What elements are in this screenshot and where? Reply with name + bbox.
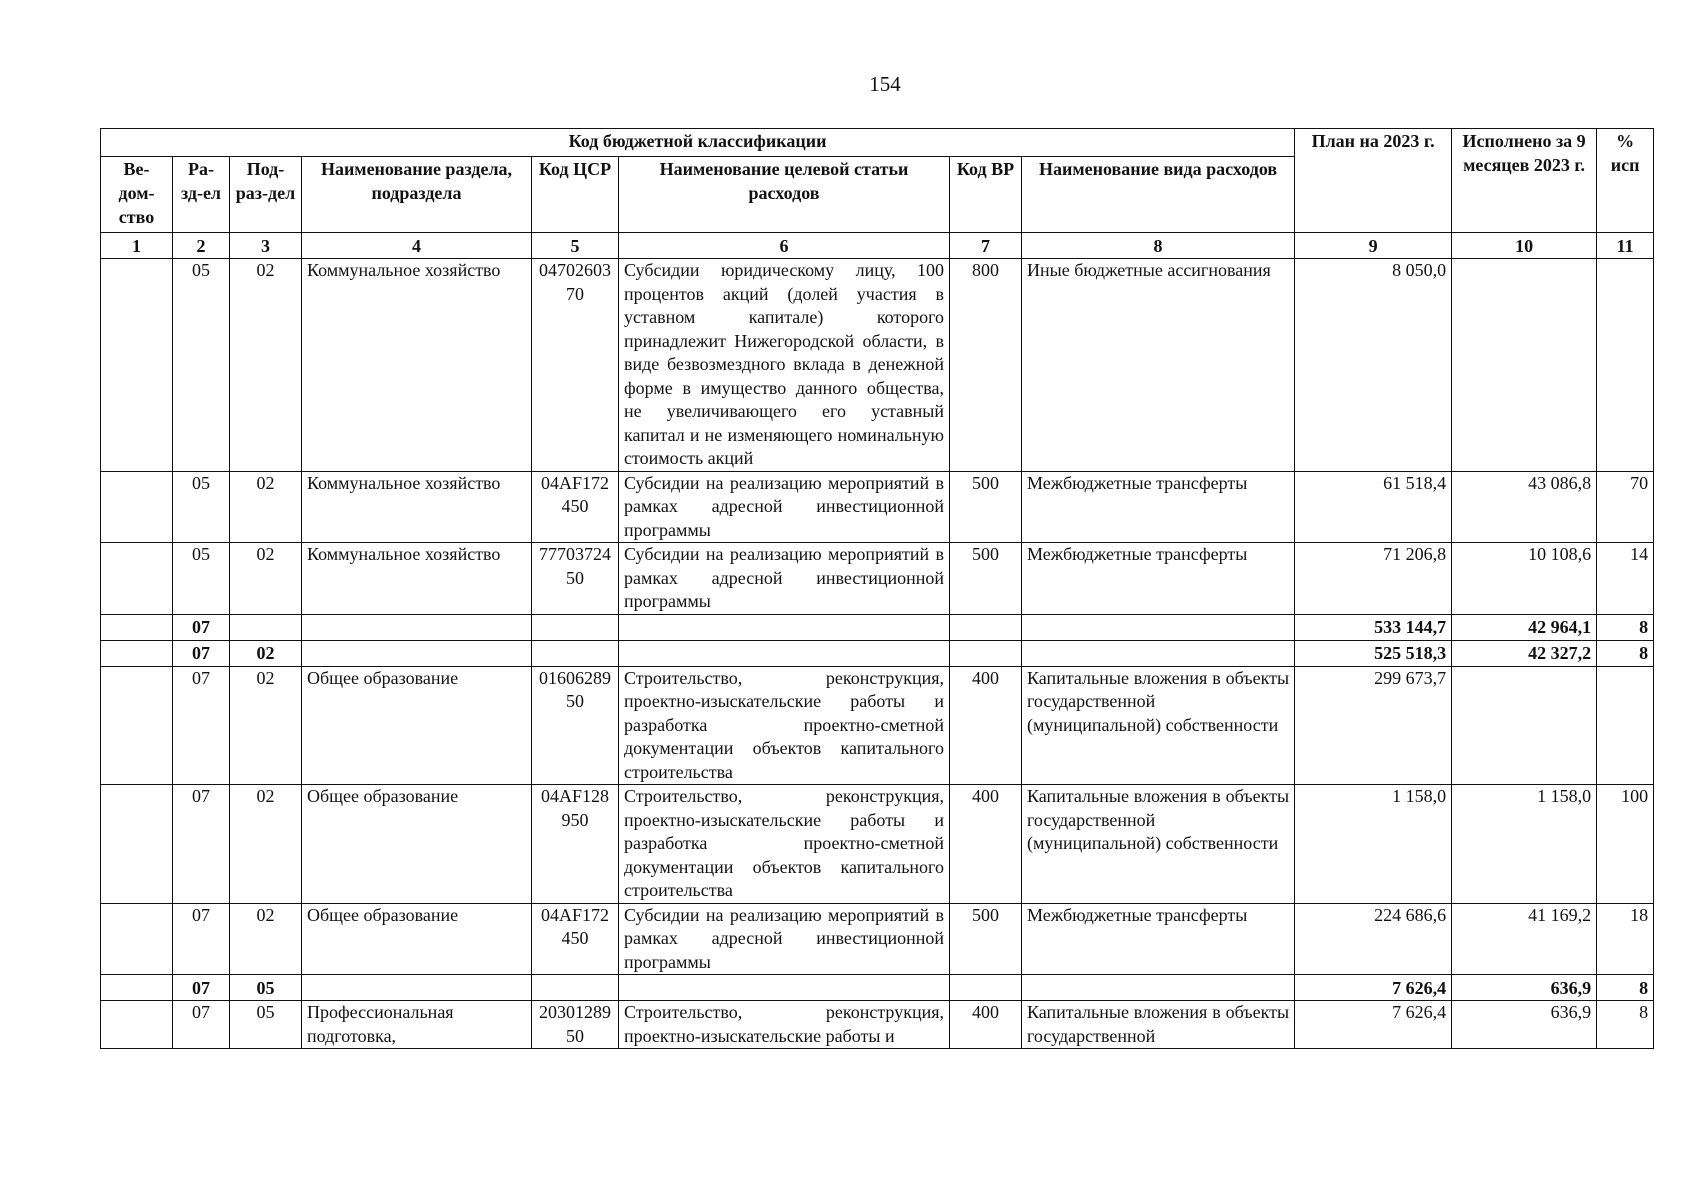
header-plan: План на 2023 г. (1295, 129, 1452, 233)
cell-done: 636,9 (1452, 1001, 1597, 1049)
cell-razdel-name: Коммунальное хозяйство (302, 259, 532, 472)
cell-razdel: 05 (173, 259, 230, 472)
table-row (101, 903, 1654, 975)
cell-ved (101, 785, 173, 904)
cell-pct: 8 (1597, 614, 1654, 640)
cell-podrazdel: 02 (230, 259, 302, 472)
cell-razdel-name: Коммунальное хозяйство (302, 543, 532, 615)
column-number-row (101, 233, 1654, 259)
column-number: 9 (1295, 233, 1452, 259)
cell-plan: 525 518,3 (1295, 640, 1452, 666)
header-csr: Код ЦСР (532, 157, 619, 233)
cell-vr: 500 (950, 543, 1022, 615)
cell-csr: 2030128950 (532, 1001, 619, 1049)
cell-razdel: 05 (173, 543, 230, 615)
cell-csr: 04AF172450 (532, 903, 619, 975)
header-group-title: Код бюджетной классификации (101, 129, 1295, 157)
column-number: 8 (1022, 233, 1295, 259)
cell-target-name: Строительство, реконструкция, проектно-изыскательские работы и разработка проектно-сметной документации объектов капитального строительства (619, 785, 950, 904)
cell-target-name: Субсидии на реализацию мероприятий в рамках адресной инвестиционной программы (619, 471, 950, 543)
column-number: 5 (532, 233, 619, 259)
cell-csr: 04AF128950 (532, 785, 619, 904)
cell-target-name: Субсидии юридическому лицу, 100 процентов акций (долей участия в уставном капитале) которого принадлежит Нижегородской области, в виде безвозмездного вклада в денежной форме в имущество данного общества, не увеличивающего его уставный капитал и не изменяющего номинальную стоимость акций (619, 259, 950, 472)
cell-razdel: 07 (173, 640, 230, 666)
table-header (101, 129, 1654, 233)
table-row (101, 785, 1654, 904)
header-vr: Код ВР (950, 157, 1022, 233)
cell-vr (950, 640, 1022, 666)
cell-vr-name (1022, 614, 1295, 640)
cell-target-name (619, 640, 950, 666)
cell-vr-name (1022, 975, 1295, 1001)
cell-target-name: Субсидии на реализацию мероприятий в рамках адресной инвестиционной программы (619, 903, 950, 975)
cell-razdel: 07 (173, 1001, 230, 1049)
cell-razdel: 07 (173, 903, 230, 975)
cell-razdel-name: Коммунальное хозяйство (302, 471, 532, 543)
cell-csr: 0160628950 (532, 666, 619, 785)
cell-podrazdel (230, 614, 302, 640)
cell-podrazdel: 02 (230, 903, 302, 975)
cell-ved (101, 903, 173, 975)
cell-csr (532, 975, 619, 1001)
cell-vr: 400 (950, 785, 1022, 904)
cell-razdel: 07 (173, 666, 230, 785)
header-razdel: Ра-зд-ел (173, 157, 230, 233)
cell-target-name: Строительство, реконструкция, проектно-изыскательские работы и разработка проектно-сметной документации объектов капитального строительства (619, 666, 950, 785)
cell-vr-name: Межбюджетные трансферты (1022, 903, 1295, 975)
table-row (101, 666, 1654, 785)
cell-vr-name: Капитальные вложения в объекты государственной (1022, 1001, 1295, 1049)
cell-razdel-name (302, 975, 532, 1001)
table-row (101, 543, 1654, 615)
cell-vr-name: Капитальные вложения в объекты государственной (муниципальной) собственности (1022, 785, 1295, 904)
column-number: 2 (173, 233, 230, 259)
cell-target-name (619, 614, 950, 640)
cell-csr (532, 640, 619, 666)
table-body (101, 233, 1654, 1049)
table-row (101, 1001, 1654, 1049)
cell-done: 10 108,6 (1452, 543, 1597, 615)
cell-pct: 100 (1597, 785, 1654, 904)
cell-vr: 400 (950, 1001, 1022, 1049)
cell-done (1452, 666, 1597, 785)
cell-razdel: 07 (173, 785, 230, 904)
cell-plan: 7 626,4 (1295, 1001, 1452, 1049)
cell-podrazdel: 05 (230, 975, 302, 1001)
cell-done: 41 169,2 (1452, 903, 1597, 975)
cell-ved (101, 471, 173, 543)
cell-done (1452, 259, 1597, 472)
header-target-name: Наименование целевой статьи расходов (619, 157, 950, 233)
total-row (101, 614, 1654, 640)
cell-done: 43 086,8 (1452, 471, 1597, 543)
cell-vr (950, 975, 1022, 1001)
cell-pct: 18 (1597, 903, 1654, 975)
cell-pct (1597, 259, 1654, 472)
cell-razdel: 05 (173, 471, 230, 543)
header-ved: Ве-дом-ство (101, 157, 173, 233)
header-razdel-name: Наименование раздела, подраздела (302, 157, 532, 233)
cell-done: 42 964,1 (1452, 614, 1597, 640)
cell-ved (101, 1001, 173, 1049)
cell-vr: 500 (950, 903, 1022, 975)
cell-podrazdel: 02 (230, 785, 302, 904)
cell-razdel-name (302, 614, 532, 640)
cell-vr: 400 (950, 666, 1022, 785)
cell-razdel-name: Профессиональная подготовка, (302, 1001, 532, 1049)
cell-pct: 8 (1597, 975, 1654, 1001)
cell-ved (101, 666, 173, 785)
cell-plan: 61 518,4 (1295, 471, 1452, 543)
header-done: Исполнено за 9 месяцев 2023 г. (1452, 129, 1597, 233)
cell-plan: 299 673,7 (1295, 666, 1452, 785)
table-row (101, 471, 1654, 543)
cell-target-name: Строительство, реконструкция, проектно-изыскательские работы и (619, 1001, 950, 1049)
column-number: 7 (950, 233, 1022, 259)
header-vr-name: Наименование вида расходов (1022, 157, 1295, 233)
cell-razdel-name (302, 640, 532, 666)
cell-csr: 0470260370 (532, 259, 619, 472)
total-row (101, 640, 1654, 666)
cell-done: 42 327,2 (1452, 640, 1597, 666)
cell-plan: 533 144,7 (1295, 614, 1452, 640)
cell-razdel: 07 (173, 975, 230, 1001)
cell-razdel-name: Общее образование (302, 785, 532, 904)
cell-podrazdel: 02 (230, 471, 302, 543)
cell-pct: 8 (1597, 1001, 1654, 1049)
column-number: 3 (230, 233, 302, 259)
cell-podrazdel: 05 (230, 1001, 302, 1049)
cell-csr: 04AF172450 (532, 471, 619, 543)
cell-podrazdel: 02 (230, 640, 302, 666)
cell-podrazdel: 02 (230, 666, 302, 785)
cell-vr-name: Иные бюджетные ассигнования (1022, 259, 1295, 472)
cell-vr-name: Капитальные вложения в объекты государственной (муниципальной) собственности (1022, 666, 1295, 785)
column-number: 4 (302, 233, 532, 259)
cell-razdel-name: Общее образование (302, 903, 532, 975)
cell-pct: 14 (1597, 543, 1654, 615)
cell-razdel-name: Общее образование (302, 666, 532, 785)
cell-razdel: 07 (173, 614, 230, 640)
cell-done: 1 158,0 (1452, 785, 1597, 904)
cell-ved (101, 975, 173, 1001)
cell-ved (101, 640, 173, 666)
cell-vr (950, 614, 1022, 640)
cell-ved (101, 614, 173, 640)
cell-pct (1597, 666, 1654, 785)
cell-target-name: Субсидии на реализацию мероприятий в рамках адресной инвестиционной программы (619, 543, 950, 615)
page-number: 154 (869, 72, 901, 96)
column-number: 6 (619, 233, 950, 259)
cell-plan: 8 050,0 (1295, 259, 1452, 472)
cell-podrazdel: 02 (230, 543, 302, 615)
cell-vr-name (1022, 640, 1295, 666)
header-pct: % исп (1597, 129, 1654, 233)
header-podrazdel: Под-раз-дел (230, 157, 302, 233)
table-row (101, 259, 1654, 472)
cell-ved (101, 543, 173, 615)
total-row (101, 975, 1654, 1001)
cell-pct: 70 (1597, 471, 1654, 543)
cell-plan: 71 206,8 (1295, 543, 1452, 615)
cell-plan: 224 686,6 (1295, 903, 1452, 975)
column-number: 11 (1597, 233, 1654, 259)
cell-vr-name: Межбюджетные трансферты (1022, 471, 1295, 543)
cell-vr-name: Межбюджетные трансферты (1022, 543, 1295, 615)
cell-plan: 1 158,0 (1295, 785, 1452, 904)
cell-csr: 7770372450 (532, 543, 619, 615)
cell-csr (532, 614, 619, 640)
cell-plan: 7 626,4 (1295, 975, 1452, 1001)
cell-pct: 8 (1597, 640, 1654, 666)
cell-done: 636,9 (1452, 975, 1597, 1001)
column-number: 10 (1452, 233, 1597, 259)
cell-ved (101, 259, 173, 472)
budget-table (100, 128, 1654, 1049)
cell-vr: 800 (950, 259, 1022, 472)
cell-vr: 500 (950, 471, 1022, 543)
column-number: 1 (101, 233, 173, 259)
cell-target-name (619, 975, 950, 1001)
